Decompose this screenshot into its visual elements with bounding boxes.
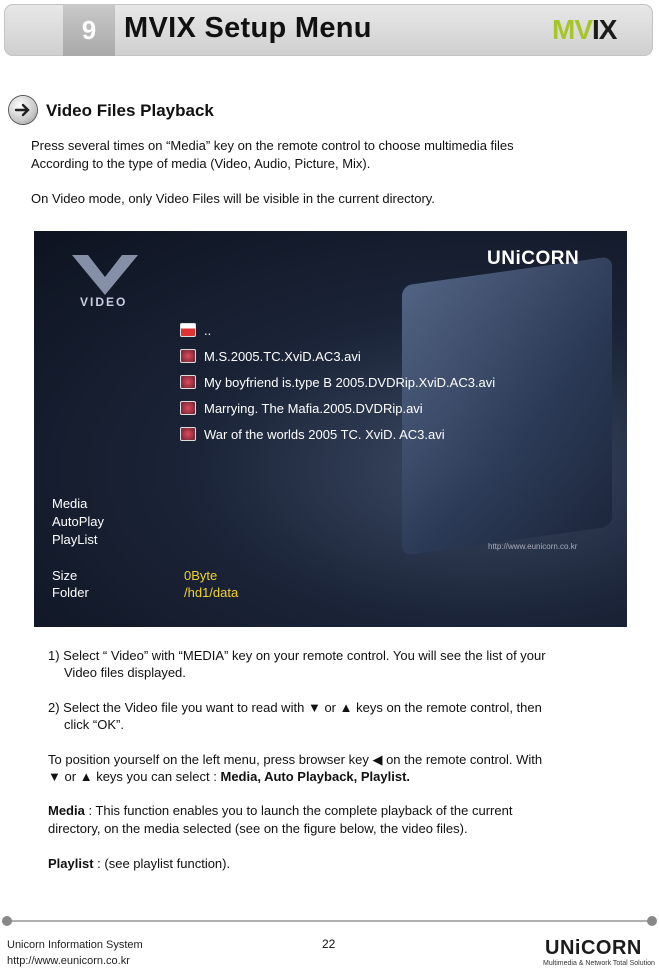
video-file-icon (180, 427, 196, 441)
file-item[interactable] (180, 369, 495, 395)
footer-dot-left (2, 916, 12, 926)
playlist-bold: Playlist (48, 856, 94, 871)
media-line1 (48, 802, 512, 820)
down-triangle-icon: ▼ (307, 700, 321, 715)
up-triangle-icon: ▲ (339, 700, 353, 715)
footer-company (7, 937, 143, 969)
step1-line2: Video files displayed. (64, 665, 186, 680)
playlist-line (48, 855, 230, 873)
company-name: Unicorn Information System (7, 939, 143, 951)
video-v-logo (70, 253, 140, 297)
position-post: on the remote control. With (386, 752, 543, 767)
video-caption: VIDEO (80, 295, 128, 309)
position-bold: Media, Auto Playback, Playlist. (220, 769, 411, 784)
file-name: .. (204, 322, 212, 338)
folder-label: Folder (52, 585, 89, 600)
left-triangle-icon: ◀ (372, 752, 383, 767)
folder-value: /hd1/data (184, 585, 239, 600)
page-number: 22 (322, 937, 336, 951)
chapter-number: 9 (63, 4, 115, 56)
company-url[interactable]: http://www.eunicorn.co.kr (7, 955, 130, 967)
file-name: My boyfriend is.type B 2005.DVDRip.XviD.AC3.avi (204, 374, 496, 390)
intro-line-3: On Video mode, only Video Files will be visible in the current directory. (31, 191, 435, 206)
file-item[interactable] (180, 343, 495, 369)
step2-pre: 2) Select the Video file you want to read with (48, 700, 305, 715)
logo-mv: MV (552, 14, 592, 45)
step1-line1: 1) Select “ Video” with “MEDIA” key on your remote control. You will see the list of your (48, 648, 546, 663)
menu-media[interactable]: Media (52, 496, 88, 511)
file-name: M.S.2005.TC.XviD.AC3.avi (204, 348, 361, 364)
footer-divider (6, 920, 653, 922)
file-name: War of the worlds 2005 TC. XviD. AC3.avi (204, 426, 445, 442)
size-value: 0Byte (184, 568, 218, 583)
logo-ix: IX (592, 14, 617, 45)
file-item-parent[interactable] (180, 317, 495, 343)
menu-playlist[interactable]: PlayList (52, 532, 98, 547)
video-file-icon (180, 401, 196, 415)
file-name: Marrying. The Mafia.2005.DVDRip.avi (204, 400, 423, 416)
unicorn-footer-logo: UNiCORN (545, 937, 642, 959)
step2-or: or (324, 700, 336, 715)
video-file-icon (180, 349, 196, 363)
playlist-text: : (see playlist function). (97, 856, 231, 871)
step2-line1 (48, 699, 542, 717)
step2-post: keys on the remote control, then (356, 700, 542, 715)
file-item[interactable] (180, 395, 495, 421)
position-pre: To position yourself on the left menu, press browser key (48, 752, 369, 767)
position-mid: keys you can select : (96, 769, 217, 784)
up-triangle-icon: ▲ (79, 769, 93, 784)
file-list (180, 317, 495, 447)
position-line2 (48, 768, 410, 786)
position-line1 (48, 751, 542, 769)
down-triangle-icon: ▼ (48, 769, 61, 784)
menu-autoplay[interactable]: AutoPlay (52, 514, 105, 529)
position-or: or (64, 769, 77, 784)
arrow-circle-icon (9, 96, 37, 124)
screen-url: http://www.eunicorn.co.kr (488, 542, 578, 551)
size-label: Size (52, 568, 78, 583)
mvix-logo (552, 14, 616, 46)
video-file-icon (180, 375, 196, 389)
folder-icon (180, 323, 196, 337)
footer-dot-right (647, 916, 657, 926)
media-text: : This function enables you to launch the complete playback of the current (88, 803, 513, 818)
file-item[interactable] (180, 421, 495, 447)
media-line2: directory, on the media selected (see on the figure below, the video files). (48, 821, 468, 836)
intro-line-2: According to the type of media (Video, Audio, Picture, Mix). (31, 156, 371, 171)
footer-tagline: Multimedia & Network Total Solution (543, 960, 655, 967)
media-bold: Media (48, 803, 85, 818)
video-browser-screenshot (34, 231, 627, 627)
section-title: Video Files Playback (46, 101, 214, 120)
step2-line2: click “OK”. (64, 717, 124, 732)
unicorn-screen-logo: UNiCORN (487, 248, 580, 269)
intro-line-1: Press several times on “Media” key on the remote control to choose multimedia files (31, 138, 514, 153)
page-title: MVIX Setup Menu (124, 12, 372, 44)
